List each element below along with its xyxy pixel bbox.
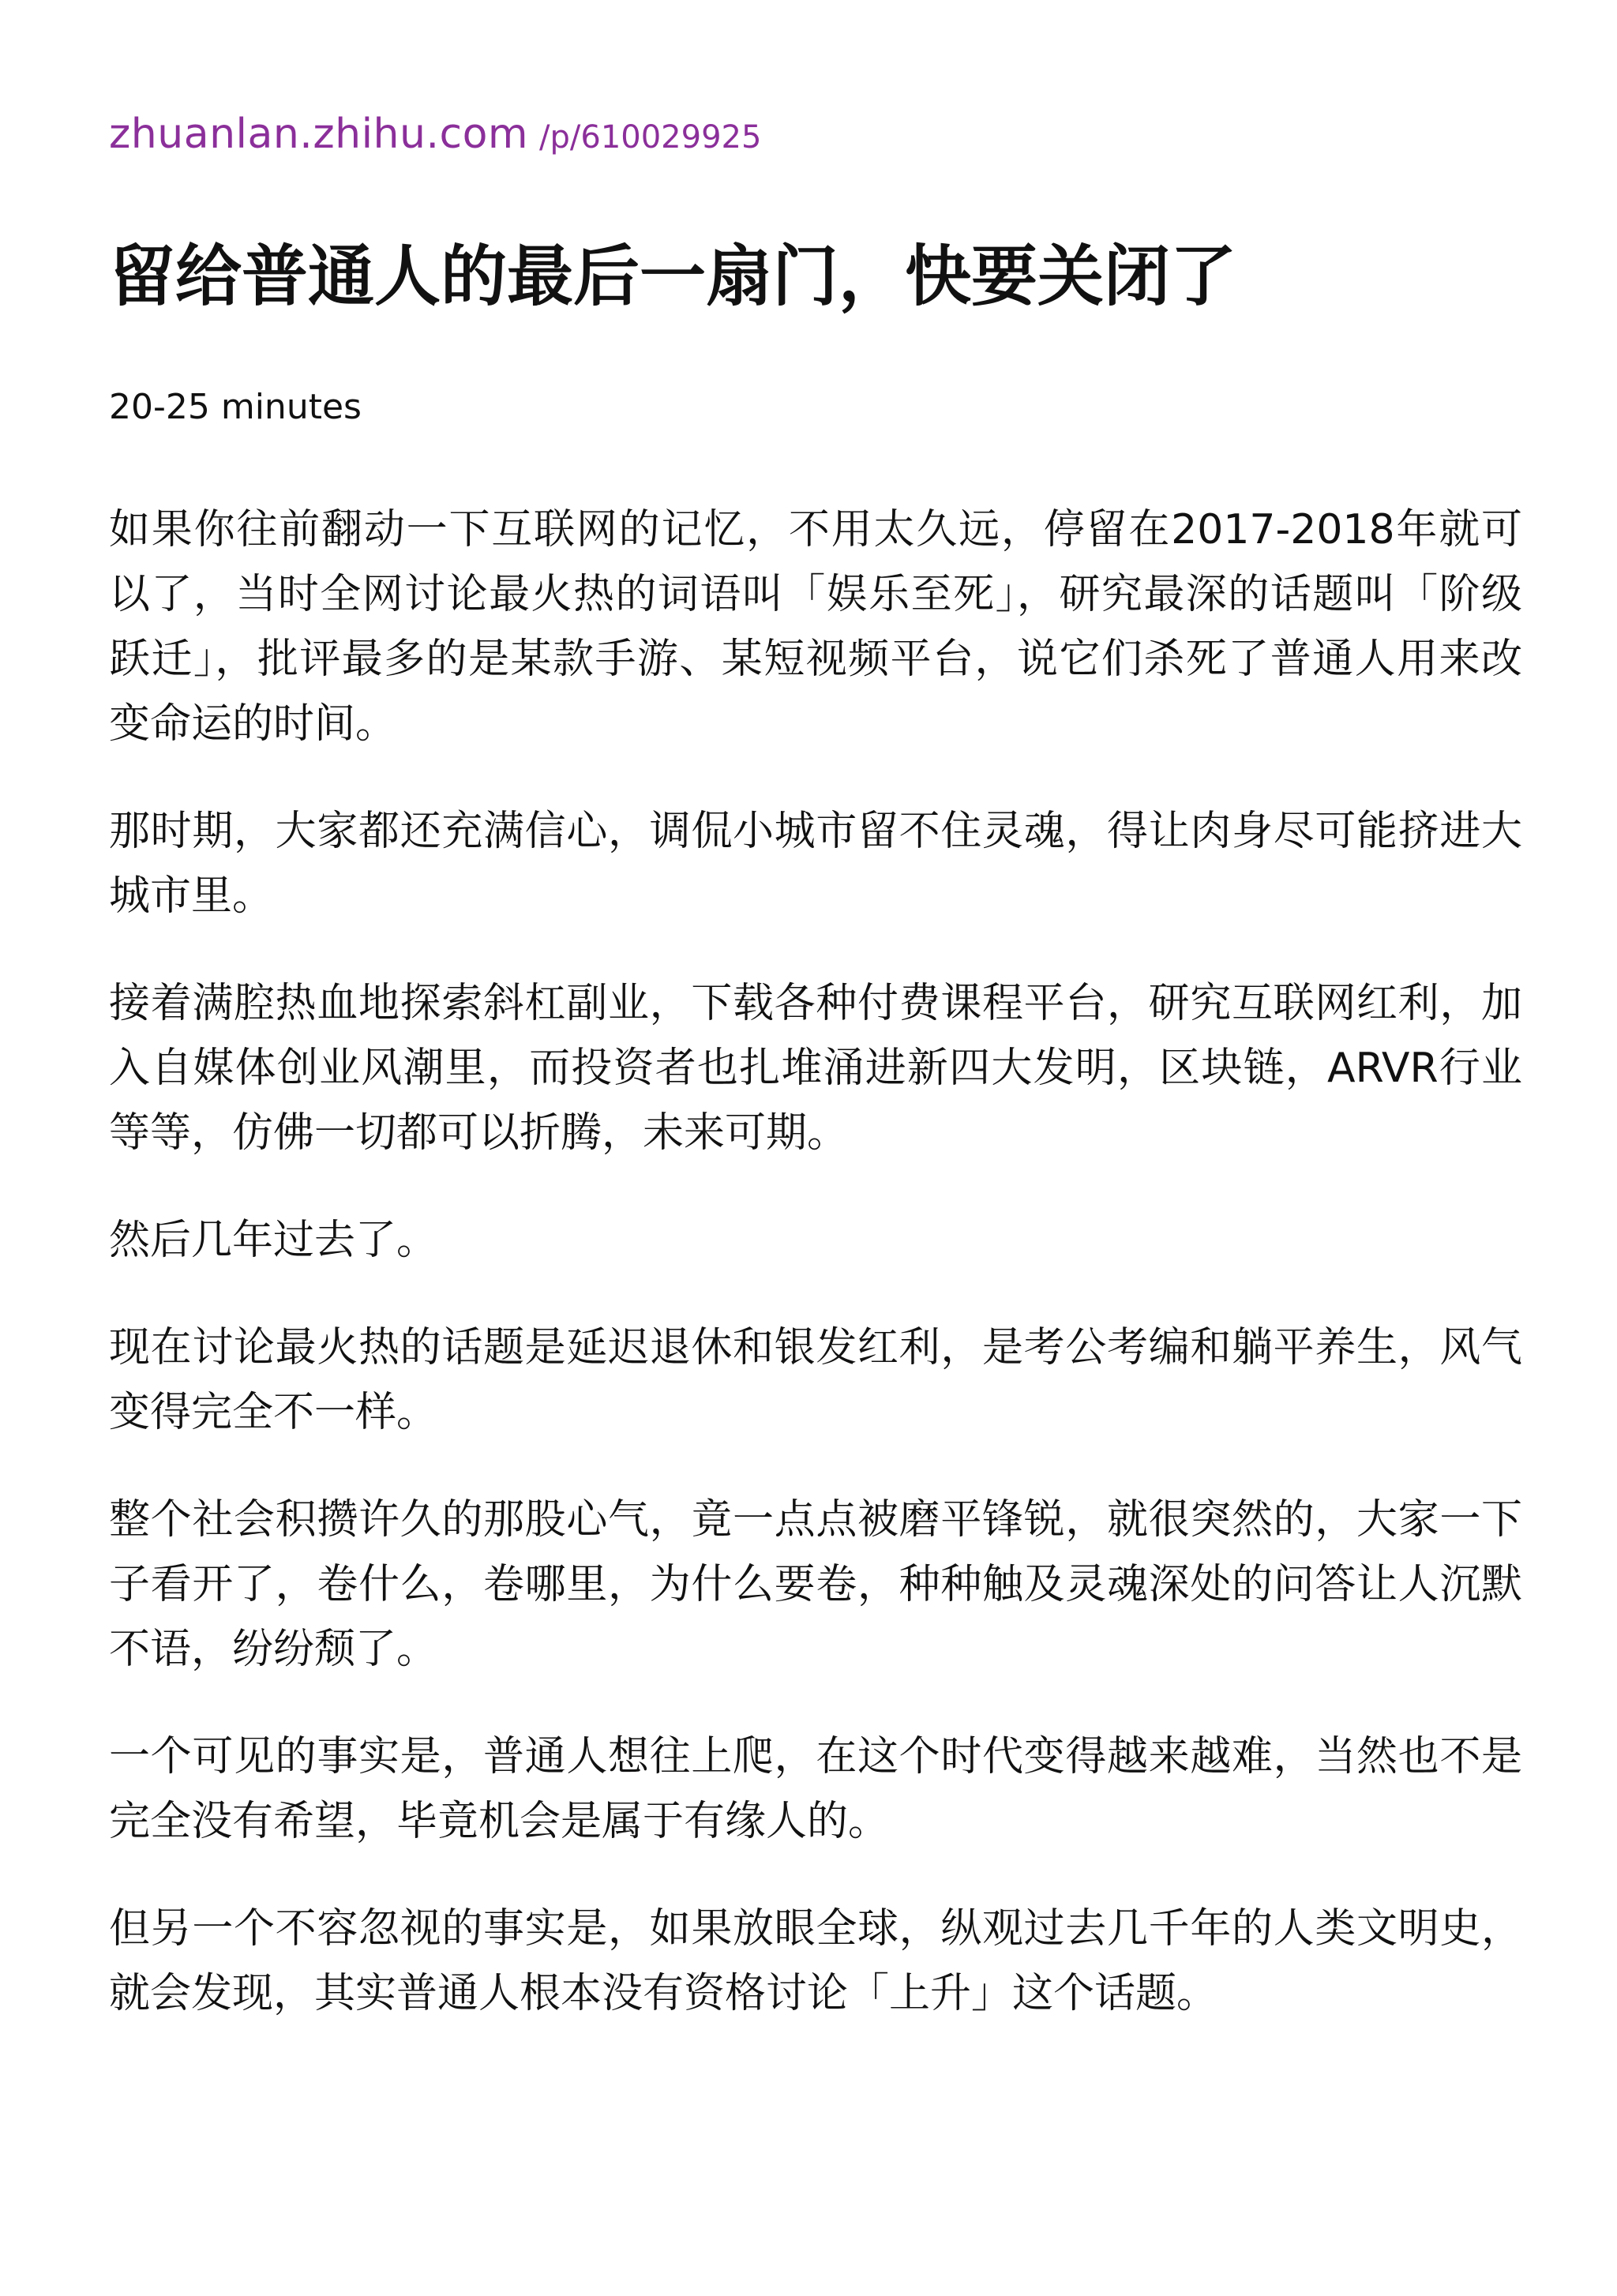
paragraph: 那时期，大家都还充满信心，调侃小城市留不住灵魂，得让肉身尽可能挤进大城市里。 [109, 808, 1522, 920]
paragraph: 一个可见的事实是，普通人想往上爬，在这个时代变得越来越难，当然也不是完全没有希望，毕竟机会是属于有缘人的。 [109, 1733, 1522, 1845]
source-path[interactable]: /p/610029925 [539, 119, 762, 156]
paragraph: 整个社会积攒许久的那股心气，竟一点点被磨平锋锐，就很突然的，大家一下子看开了，卷什么，卷哪里，为什么要卷，种种触及灵魂深处的问答让人沉默不语，纷纷颓了。 [109, 1496, 1522, 1673]
paragraph: 接着满腔热血地探索斜杠副业，下载各种付费课程平台，研究互联网红利，加入自媒体创业风潮里，而投资者也扎堆涌进新四大发明，区块链，ARVR行业等等，仿佛一切都可以折腾，未来可期。 [109, 980, 1522, 1157]
article-body [109, 497, 1522, 2069]
article-title: 留给普通人的最后一扇门，快要关闭了 [109, 238, 1237, 315]
paragraph: 但另一个不容忽视的事实是，如果放眼全球，纵观过去几千年的人类文明史，就会发现，其实普通人根本没有资格讨论「上升」这个话题。 [109, 1905, 1522, 2017]
paragraph: 现在讨论最火热的话题是延迟退休和银发红利，是考公考编和躺平养生，风气变得完全不一样。 [109, 1324, 1522, 1436]
read-time: 20-25 minutes [109, 387, 362, 427]
source-domain[interactable]: zhuanlan.zhihu.com [109, 111, 529, 158]
paragraph: 如果你往前翻动一下互联网的记忆，不用太久远，停留在2017-2018年就可以了，当时全网讨论最火热的词语叫「娱乐至死」，研究最深的话题叫「阶级跃迁」，批评最多的是某款手游、某短视频平台，说它们杀死了普通人用来改变命运的时间。 [109, 506, 1522, 748]
source-url[interactable] [109, 111, 761, 158]
paragraph: 然后几年过去了。 [109, 1217, 438, 1264]
